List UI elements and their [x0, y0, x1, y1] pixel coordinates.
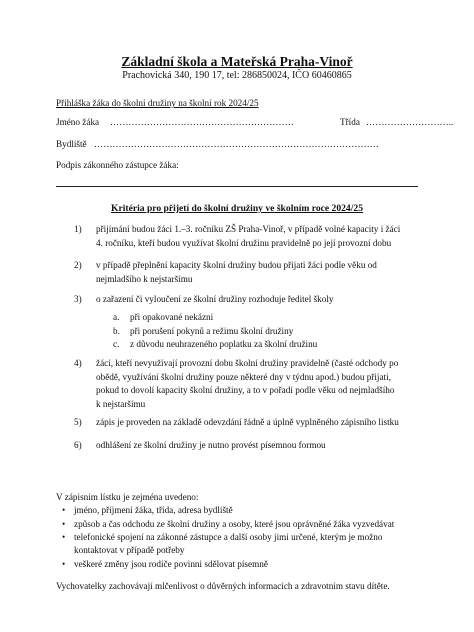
- criteria-item-text: v případě přeplnění kapacity školní družiny budou přijati žáci podle věku od: [96, 260, 377, 270]
- criteria-item-number: 5): [74, 417, 82, 427]
- school-address: Prachovická 340, 190 17, tel: 286850024, IČO 60460865: [122, 70, 352, 81]
- criteria-item-text: o zařazení či vyloučení ze školní družiny rozhoduje ředitel školy: [96, 294, 334, 304]
- criteria-item-number: 3): [74, 294, 82, 304]
- bullet-dot-icon: •: [62, 519, 66, 529]
- criteria-title: Kritéria pro přijetí do školní družiny ve školním roce 2024/25: [110, 203, 363, 214]
- bullet-item-text: veškeré změny jsou rodiče povinni sdělovat písemně: [74, 559, 268, 569]
- form-title: Přihláška žáka do školní družiny na školní rok 2024/25: [56, 98, 259, 108]
- criteria-item-number: 2): [74, 260, 82, 270]
- school-name: Základní škola a Mateřská Praha-Vinoř: [121, 54, 353, 69]
- footer-note: Vychovatelky zachovávají mlčenlivost o důvěrných informacích a zdravotním stavu dítěte.: [56, 581, 390, 591]
- criteria-item-text: k nejstaršímu: [96, 398, 146, 409]
- criteria-item-number: 6): [74, 440, 82, 450]
- name-field[interactable]: ……………………………………………………: [110, 117, 294, 127]
- sub-item-text: při porušení pokynů a režimu školní družiny: [130, 326, 294, 336]
- criteria-item-text: 4. ročníku, kteří budou využívat školní družinu pravidelně po její provozní dobu: [96, 237, 392, 248]
- sub-item-text: z důvodu neuhrazeného poplatku za školní družinu: [130, 339, 318, 349]
- criteria-item-text: žáci, kteří nevyužívají provozní dobu školní družiny pravidelně (časté odchody po: [96, 358, 399, 368]
- criteria-item-text: nejmladšího k nejstaršímu: [96, 273, 193, 284]
- address-label: Bydliště: [56, 139, 87, 149]
- class-label: Třída: [340, 117, 360, 127]
- bullet-item-text: jméno, příjmení žáka, třída, adresa bydliště: [74, 505, 233, 515]
- divider-line: [56, 186, 418, 187]
- criteria-item-text: zápis je proveden na základě odevzdání řádně a úplně vyplněného zápisního listku: [96, 417, 399, 427]
- bullet-item-text: kontaktovat v případě potřeby: [74, 545, 185, 555]
- criteria-item-text: pokud to dovolí kapacity školní družiny, a to v pořadí podle věku od nejmladšího: [96, 385, 395, 395]
- class-field[interactable]: ………………………..: [366, 117, 454, 127]
- criteria-item-number: 1): [74, 224, 82, 234]
- name-label: Jméno žáka: [56, 117, 100, 127]
- bullet-dot-icon: •: [62, 532, 66, 542]
- sub-item-letter: c.: [113, 339, 120, 349]
- bullet-item-text: telefonické spojení na zákonné zástupce a další osoby jimi určené, kterým je možno: [74, 532, 383, 542]
- criteria-item-text: přijímáni budou žáci 1.–3. ročníku ZŠ Praha-Vinoř, v případě volné kapacity i žáci: [96, 224, 401, 234]
- criteria-item-text: obědě, využívání školní družiny pouze některé dny v týdnu apod.) budou přijati,: [96, 371, 391, 382]
- criteria-item-number: 4): [74, 358, 82, 368]
- signature-label: Podpis zákonného zástupce žáka:: [56, 160, 179, 170]
- bullet-dot-icon: •: [62, 559, 66, 569]
- sub-item-text: při opakované nekázni: [130, 312, 214, 322]
- listing-intro: V zápisním lístku je zejména uvedeno:: [56, 492, 199, 502]
- sub-item-letter: b.: [113, 326, 120, 336]
- address-field[interactable]: …………………………………………………………………………………: [94, 139, 379, 149]
- bullet-item-text: způsob a čas odchodu ze školní družiny a osoby, které jsou oprávněné žáka vyzvedávat: [74, 519, 395, 529]
- criteria-item-text: odhlášení ze školní družiny je nutno provést písemnou formou: [96, 440, 326, 450]
- bullet-dot-icon: •: [62, 505, 66, 515]
- sub-item-letter: a.: [113, 312, 120, 322]
